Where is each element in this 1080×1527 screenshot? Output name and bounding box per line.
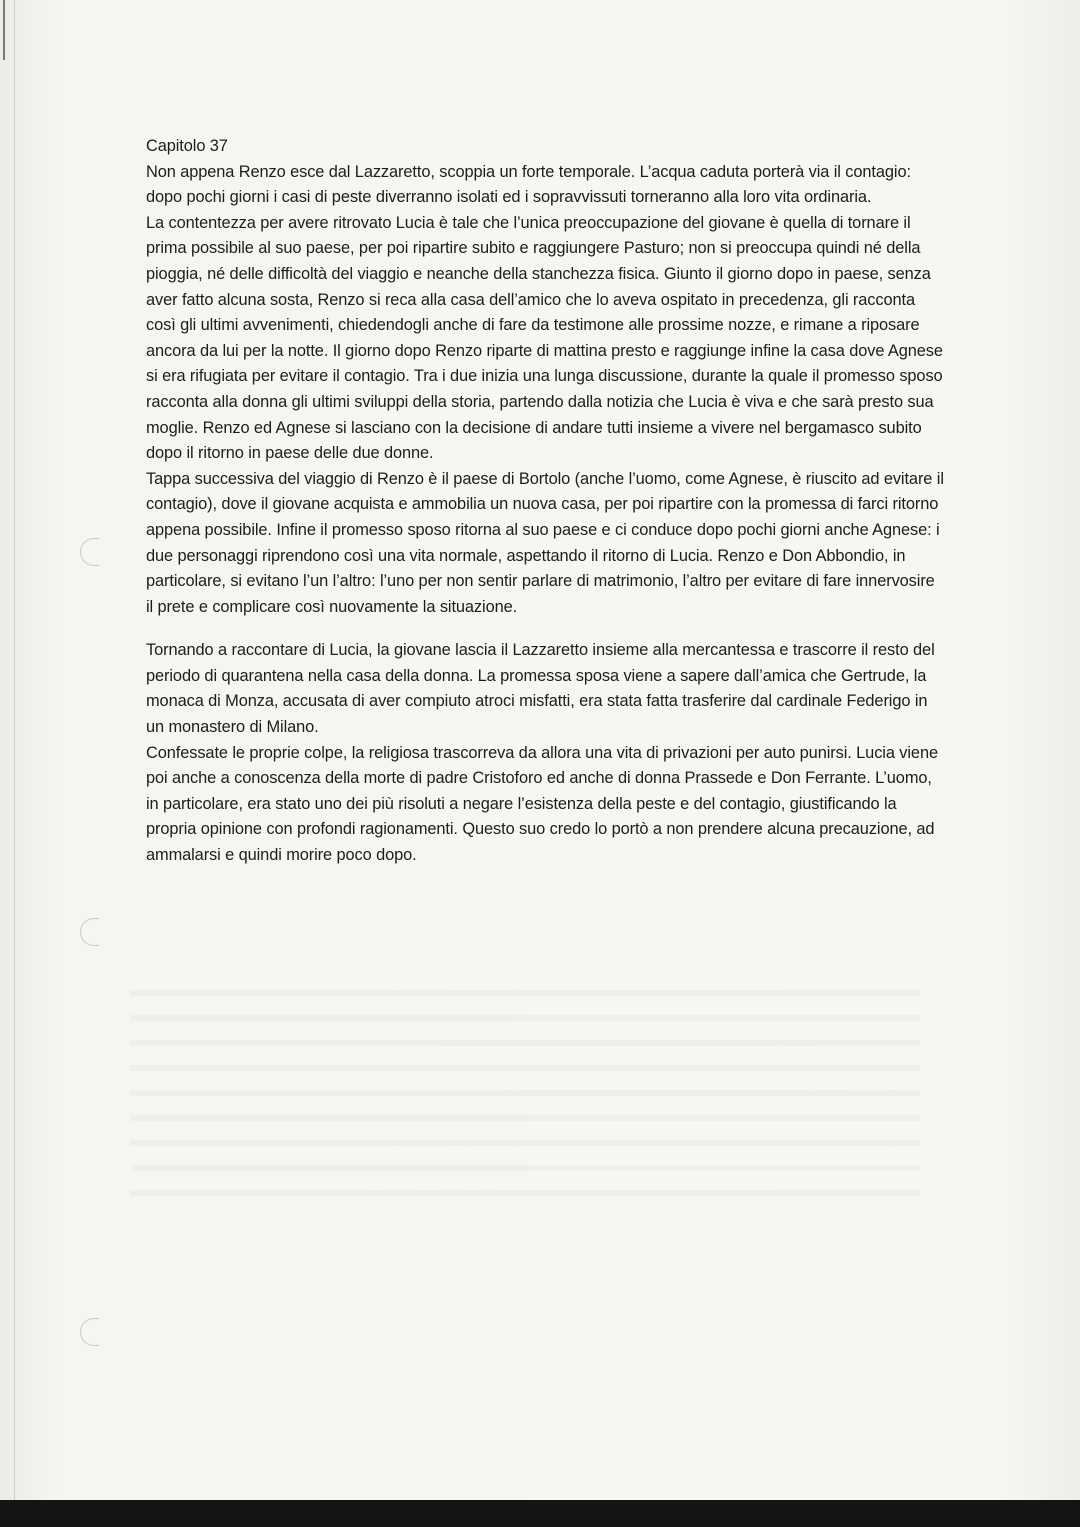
scan-bottom-border <box>0 1500 1080 1527</box>
page-edge-mark <box>3 0 5 60</box>
chapter-heading: Capitolo 37 <box>146 137 228 155</box>
page-fold-line <box>14 0 15 1527</box>
paragraph: Tornando a raccontare di Lucia, la giovane lascia il Lazzaretto insieme alla mercantessa e trascorre il resto del periodo di quarantena nella casa della donna. La promessa sposa viene a sapere dall’amica che Gertrude, la monaca di Monza, accusata di aver compiuto atroci misfatti, era stata fatta trasferire dal cardinale Federigo in un monastero di Milano. <box>146 641 935 737</box>
punch-hole-mark <box>80 918 99 946</box>
paragraph: Tappa successiva del viaggio di Renzo è il paese di Bortolo (anche l’uomo, come Agnese, è riuscito ad evitare il contagio), dove il giovane acquista e ammobilia un nuova casa, per poi ripartire con la promessa di farci ritorno appena possibile. Infine il promesso sposo ritorna al suo paese e ci conduce dopo pochi giorni anche Agnese: i due personaggi riprendono così una vita normale, aspettando il ritorno di Lucia. Renzo e Don Abbondio, in particolare, si evitano l’un l’altro: l’uno per non sentir parlare di matrimonio, l’altro per evitare di fare innervosire il prete e complicare così nuovamente la situazione. <box>146 469 944 616</box>
document-body <box>146 134 946 869</box>
paragraph: Non appena Renzo esce dal Lazzaretto, scoppia un forte temporale. L’acqua caduta porterà via il contagio: dopo pochi giorni i casi di peste diverranno isolati ed i sopravvissuti torneranno alla loro vita ordinaria. <box>146 162 911 207</box>
punch-hole-mark <box>80 538 99 566</box>
paragraph: Confessate le proprie colpe, la religiosa trascorreva da allora una vita di privazioni per auto punirsi. Lucia viene poi anche a conoscenza della morte di padre Cristoforo ed anche di donna Prassede e Don Ferrante. L’uomo, in particolare, era stato uno dei più risoluti a negare l’esistenza della peste e del contagio, giustificando la propria opinione con profondi ragionamenti. Questo suo credo lo portò a non prendere alcuna precauzione, ad ammalarsi e quindi morire poco dopo. <box>146 743 938 865</box>
paragraph: La contentezza per avere ritrovato Lucia è tale che l’unica preoccupazione del giovane è quella di tornare il prima possibile al suo paese, per poi ripartire subito e raggiungere Pasturo; non si preoccupa quindi né della pioggia, né delle difficoltà del viaggio e neanche della stanchezza fisica. Giunto il giorno dopo in paese, senza aver fatto alcuna sosta, Renzo si reca alla casa dell’amico che lo aveva ospitato in precedenza, gli racconta così gli ultimi avvenimenti, chiedendogli anche di fare da testimone alle prossime nozze, e rimane a riposare ancora da lui per la notte. Il giorno dopo Renzo riparte di mattina presto e raggiunge infine la casa dove Agnese si era rifugiata per evitare il contagio. Tra i due inizia una lunga discussione, durante la quale il promesso sposo racconta alla donna gli ultimi sviluppi della storia, partendo dalla notizia che Lucia è viva e che sarà presto sua moglie. Renzo ed Agnese si lasciano con la decisione di andare tutti insieme a vivere nel bergamasco subito dopo il ritorno in paese delle due donne. <box>146 213 943 463</box>
bleed-through-text <box>130 980 920 1210</box>
punch-hole-mark <box>80 1318 99 1346</box>
